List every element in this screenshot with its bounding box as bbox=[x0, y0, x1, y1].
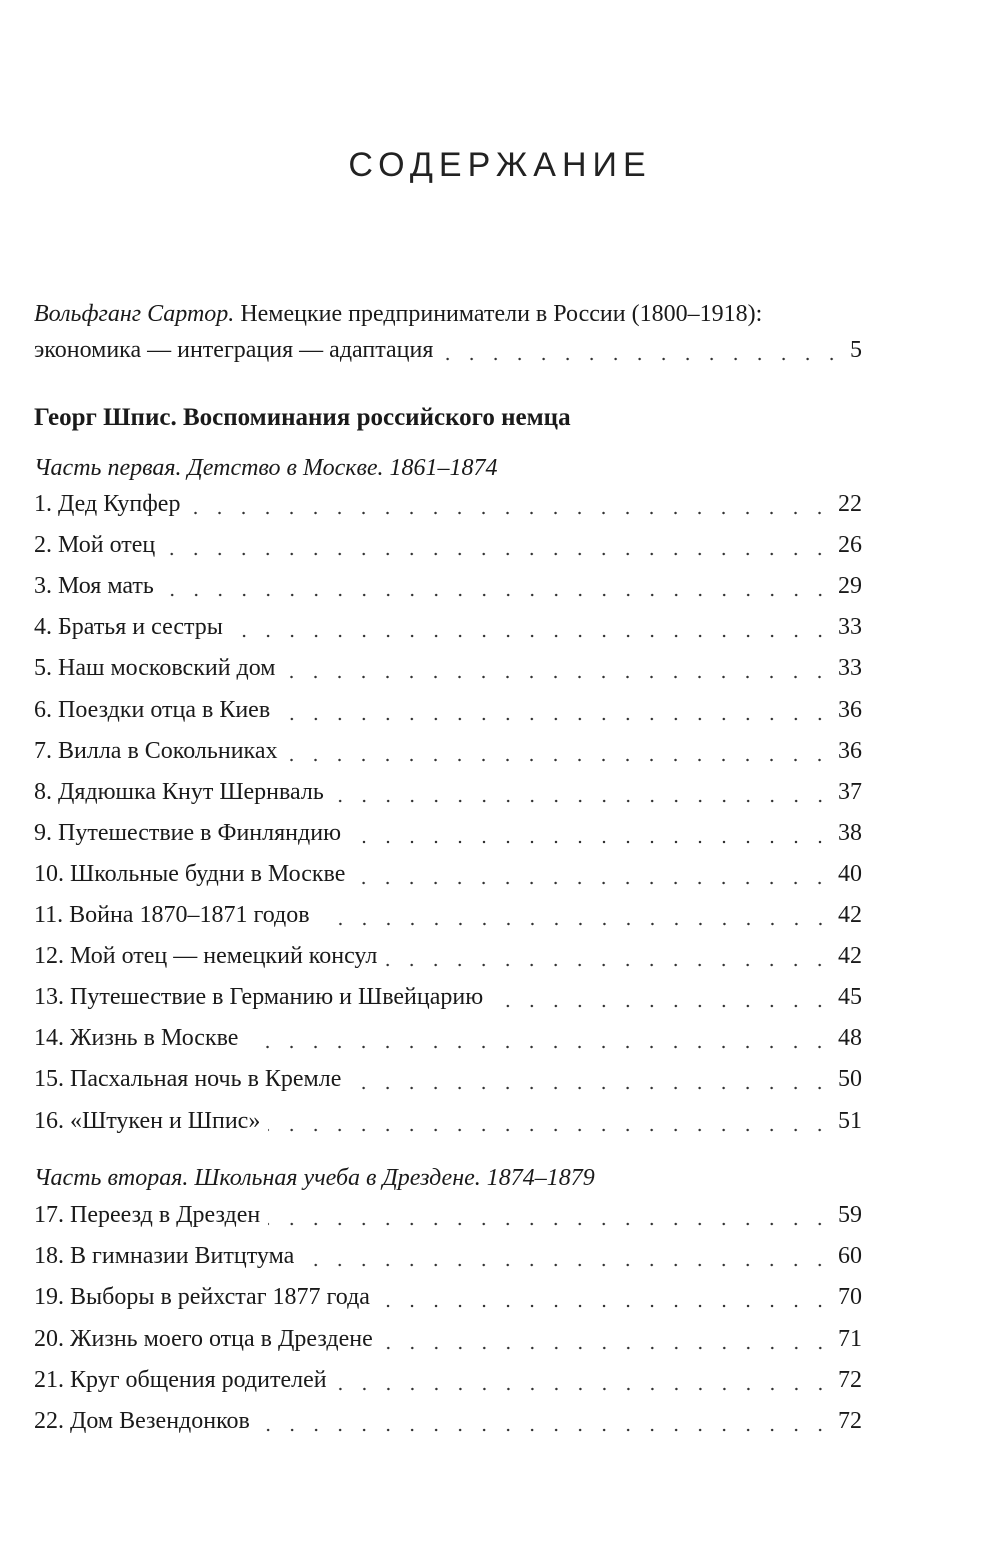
toc-entry-label: 17. Переезд в Дрезден bbox=[34, 1202, 261, 1228]
dot-leader bbox=[268, 1221, 832, 1227]
dot-leader bbox=[188, 510, 832, 516]
toc-entry-label: 11. Война 1870–1871 годов bbox=[34, 902, 310, 928]
toc-entry-label: 3. Моя мать bbox=[34, 573, 154, 600]
toc-entry[interactable] bbox=[34, 940, 862, 972]
intro-entry-line2[interactable] bbox=[34, 334, 862, 366]
toc-entry-label: 21. Круг общения родителей bbox=[34, 1366, 327, 1393]
toc-entry-page-number: 50 bbox=[838, 1066, 862, 1093]
toc-entry-label: 15. Пасхальная ночь в Кремле bbox=[34, 1066, 342, 1093]
dot-leader bbox=[381, 1345, 832, 1351]
toc-entry-page-number: 33 bbox=[838, 655, 862, 682]
dot-leader bbox=[353, 880, 832, 886]
book-title: Георг Шпис. Воспоминания российского немца bbox=[34, 404, 571, 431]
toc-entry-label: 9. Путешествие в Финляндию bbox=[34, 819, 341, 846]
toc-entry-page-number: 22 bbox=[838, 491, 862, 517]
intro-title-part1: Немецкие предприниматели в России (1800–1918): bbox=[234, 301, 763, 327]
dot-leader bbox=[335, 1386, 832, 1392]
toc-entry-page-number: 37 bbox=[838, 778, 862, 805]
toc-entry-label: 20. Жизнь моего отца в Дрездене bbox=[34, 1325, 373, 1352]
dot-leader bbox=[302, 1262, 832, 1268]
toc-entry[interactable] bbox=[34, 1022, 862, 1054]
toc-entry[interactable] bbox=[34, 694, 862, 726]
toc-entry-label: 22. Дом Везендонков bbox=[34, 1408, 250, 1434]
toc-entry-label: 18. В гимназии Витцтума bbox=[34, 1243, 295, 1270]
toc-entry[interactable] bbox=[34, 529, 862, 561]
toc-entry-page-number: 36 bbox=[838, 737, 862, 764]
toc-entry[interactable] bbox=[34, 817, 862, 849]
toc-entry[interactable] bbox=[34, 899, 862, 931]
intro-title-part2: экономика — интеграция — адаптация bbox=[34, 337, 434, 363]
toc-entry[interactable] bbox=[34, 488, 862, 520]
toc-entry-page-number: 36 bbox=[838, 696, 862, 723]
toc-entry[interactable] bbox=[34, 1105, 862, 1137]
toc-entry-page-number: 42 bbox=[838, 902, 862, 928]
dot-leader bbox=[491, 1003, 832, 1009]
toc-entry[interactable] bbox=[34, 1323, 862, 1355]
toc-entry[interactable] bbox=[34, 735, 862, 767]
toc-entry[interactable] bbox=[34, 1281, 862, 1313]
dot-leader bbox=[278, 716, 832, 722]
dot-leader bbox=[385, 962, 832, 968]
toc-entry-page-number: 38 bbox=[838, 819, 862, 846]
toc-entry[interactable] bbox=[34, 652, 862, 684]
page-title: СОДЕРЖАНИЕ bbox=[348, 146, 652, 184]
toc-entry-page-number: 40 bbox=[838, 860, 862, 887]
toc-entry-label: 4. Братья и сестры bbox=[34, 614, 223, 641]
intro-author: Вольфганг Сартор. bbox=[34, 301, 235, 327]
dot-leader bbox=[349, 839, 832, 845]
dot-leader bbox=[349, 1085, 832, 1091]
toc-entry-label: 7. Вилла в Сокольниках bbox=[34, 737, 278, 764]
toc-entry[interactable] bbox=[34, 1063, 862, 1095]
toc-entry-page-number: 42 bbox=[838, 943, 862, 970]
dot-leader bbox=[332, 798, 832, 804]
toc-entry-label: 10. Школьные будни в Москве bbox=[34, 860, 346, 887]
intro-entry-line1[interactable] bbox=[34, 298, 874, 330]
toc-entry[interactable] bbox=[34, 1364, 862, 1396]
toc-entry[interactable] bbox=[34, 1405, 862, 1437]
dot-leader bbox=[441, 356, 844, 362]
toc-entry-label: 13. Путешествие в Германию и Швейцарию bbox=[34, 984, 484, 1011]
toc-entry[interactable] bbox=[34, 776, 862, 808]
dot-leader bbox=[162, 592, 832, 598]
part1-title: Часть первая. Детство в Москве. 1861–1874 bbox=[34, 455, 498, 481]
toc-entry-page-number: 71 bbox=[838, 1325, 862, 1352]
dot-leader bbox=[231, 633, 832, 639]
toc-entry-page-number: 48 bbox=[838, 1025, 862, 1052]
intro-page-number: 5 bbox=[850, 337, 862, 363]
dot-leader bbox=[163, 551, 832, 557]
toc-entry[interactable] bbox=[34, 570, 862, 602]
toc-entry[interactable] bbox=[34, 1240, 862, 1272]
dot-leader bbox=[283, 674, 832, 680]
toc-entry-label: 16. «Штукен и Шпис» bbox=[34, 1107, 261, 1134]
toc-entry-label: 8. Дядюшка Кнут Шернваль bbox=[34, 778, 324, 805]
toc-entry-label: 19. Выборы в рейхстаг 1877 года bbox=[34, 1284, 370, 1311]
toc-entry-page-number: 26 bbox=[838, 532, 862, 559]
toc-entry-label: 1. Дед Купфер bbox=[34, 491, 181, 517]
toc-entry[interactable] bbox=[34, 981, 862, 1013]
dot-leader bbox=[258, 1427, 832, 1433]
part2-title: Часть вторая. Школьная учеба в Дрездене. 1874–1879 bbox=[34, 1165, 595, 1191]
toc-entry-label: 14. Жизнь в Москве bbox=[34, 1025, 239, 1052]
toc-entry-page-number: 60 bbox=[838, 1243, 862, 1270]
dot-leader bbox=[268, 1127, 832, 1133]
toc-entry-label: 2. Мой отец bbox=[34, 532, 156, 559]
toc-entry-page-number: 72 bbox=[838, 1366, 862, 1393]
toc-entry[interactable] bbox=[34, 1199, 862, 1231]
toc-entry-page-number: 33 bbox=[838, 614, 862, 641]
dot-leader bbox=[318, 921, 832, 927]
dot-leader bbox=[246, 1044, 832, 1050]
toc-entry[interactable] bbox=[34, 611, 862, 643]
toc-entry[interactable] bbox=[34, 858, 862, 890]
toc-entry-label: 12. Мой отец — немецкий консул bbox=[34, 943, 378, 970]
toc-entry-label: 5. Наш московский дом bbox=[34, 655, 276, 682]
dot-leader bbox=[285, 757, 832, 763]
toc-entry-page-number: 70 bbox=[838, 1284, 862, 1311]
toc-entry-page-number: 29 bbox=[838, 573, 862, 600]
toc-entry-page-number: 72 bbox=[838, 1408, 862, 1434]
toc-entry-page-number: 45 bbox=[838, 984, 862, 1011]
dot-leader bbox=[378, 1303, 832, 1309]
toc-entry-page-number: 51 bbox=[838, 1107, 862, 1134]
toc-entry-page-number: 59 bbox=[838, 1202, 862, 1228]
toc-entry-label: 6. Поездки отца в Киев bbox=[34, 696, 271, 723]
